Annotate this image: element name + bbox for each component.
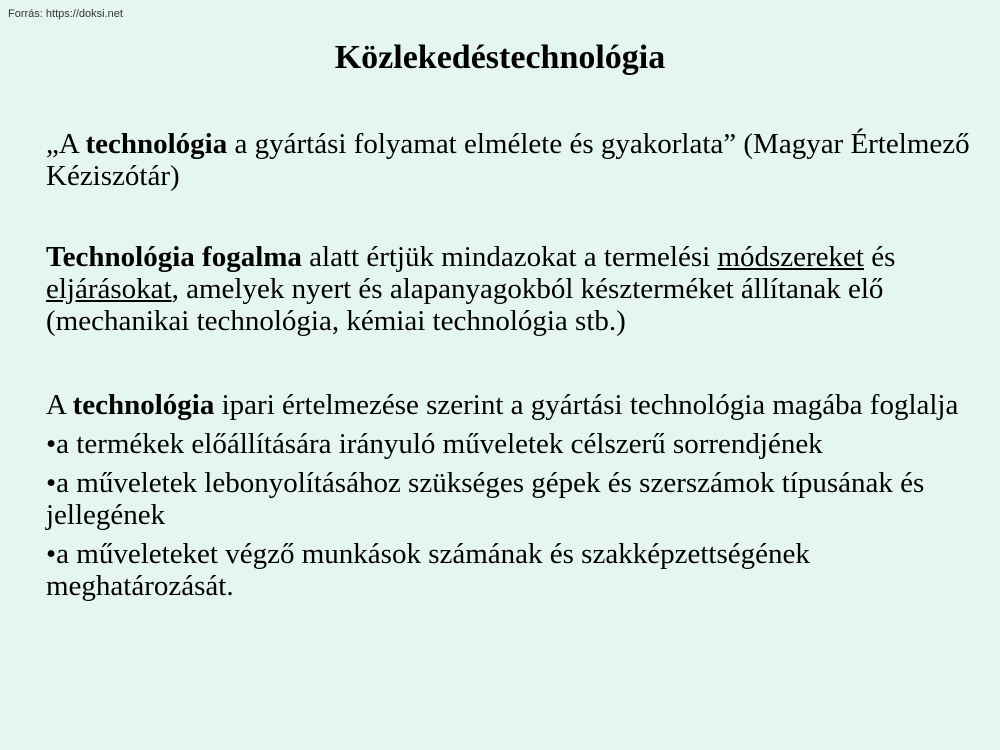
interpretation-keyword: technológia	[72, 389, 215, 421]
interpretation-text: ipari értelmezése szerint a gyártási technológia magába foglalja	[214, 389, 959, 421]
concept-text-3: , amelyek nyert és alapanyagokból készterméket állítanak elő (mechanikai technológia, kémiai technológia stb.)	[46, 273, 884, 337]
slide-content	[46, 128, 976, 602]
bullet-item: •a műveleteket végző munkások számának és szakképzettségének meghatározását.	[46, 538, 810, 602]
technology-concept	[46, 241, 976, 337]
concept-text-1: alatt értjük mindazokat a termelési	[301, 241, 718, 273]
concept-text-2: és	[863, 241, 896, 273]
quote-open: „A	[46, 128, 86, 160]
source-note: Forrás: https://doksi.net	[8, 8, 123, 20]
interpretation-open: A	[46, 389, 73, 421]
concept-underline-methods: módszereket	[717, 241, 864, 273]
bullet-item: •a termékek előállítására irányuló műveletek célszerű sorrendjének	[46, 428, 823, 460]
concept-keyword: Technológia fogalma	[46, 241, 302, 273]
concept-underline-procedures: eljárásokat	[46, 273, 172, 305]
page-title: Közlekedéstechnológia	[334, 39, 666, 76]
industrial-interpretation	[46, 389, 976, 421]
quote-keyword: technológia	[85, 128, 228, 160]
quote-text: a gyártási folyamat elmélete és gyakorlata” (Magyar Értelmező Kéziszótár)	[46, 128, 970, 192]
definition-quote	[46, 128, 976, 192]
bullet-item: •a műveletek lebonyolításához szükséges gépek és szerszámok típusának és jellegének	[46, 467, 925, 531]
